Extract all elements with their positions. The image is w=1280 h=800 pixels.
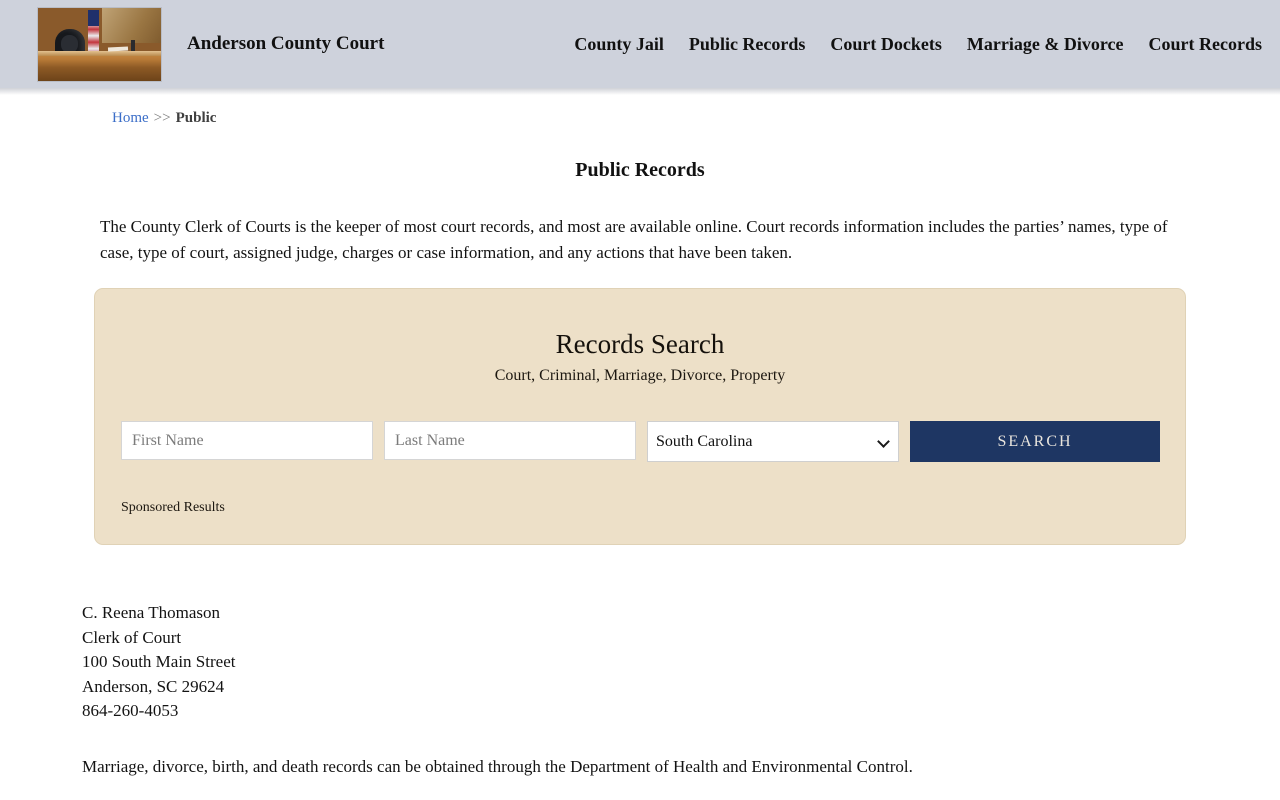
judge-bench-top	[38, 51, 161, 56]
breadcrumb	[112, 110, 1280, 127]
clerk-title: Clerk of Court	[82, 627, 182, 647]
courtroom-photo-logo	[37, 7, 162, 82]
search-panel-heading: Records Search	[555, 329, 725, 359]
us-flag-icon	[88, 10, 99, 55]
bench-microphone	[131, 40, 135, 50]
intro-paragraph: The County Clerk of Courts is the keeper of most court records, and most are available online. Court records information includes the parties’ names, type of case, type of court, assigned judge, charges or case information, and any actions that have been taken.	[100, 217, 1168, 262]
page-title: Public Records	[575, 159, 705, 181]
nav-item-court-records[interactable]: Court Records	[1148, 33, 1262, 54]
nav-item-marriage-divorce[interactable]: Marriage & Divorce	[966, 33, 1124, 54]
last-name-input[interactable]	[384, 421, 636, 460]
site-header	[0, 0, 1280, 88]
records-note: Marriage, divorce, birth, and death records can be obtained through the Department of Health and Environmental Control.	[82, 756, 913, 776]
clerk-name: C. Reena Thomason	[82, 603, 221, 622]
breadcrumb-separator: >>	[153, 110, 171, 126]
first-name-input[interactable]	[121, 421, 373, 460]
records-search-form	[120, 421, 1160, 462]
records-search-panel	[94, 288, 1186, 545]
search-panel-subheading: Court, Criminal, Marriage, Divorce, Property	[494, 367, 786, 384]
breadcrumb-link-home[interactable]: Home	[112, 110, 149, 126]
search-button[interactable]: SEARCH	[910, 421, 1160, 462]
main-navigation	[574, 34, 1262, 55]
judge-bench	[38, 51, 161, 80]
breadcrumb-current: Public	[175, 110, 217, 126]
site-title: Anderson County Court	[187, 33, 385, 54]
clerk-contact-block	[82, 601, 1280, 724]
clerk-city-state-zip: Anderson, SC 29624	[82, 676, 225, 696]
sponsored-results-label: Sponsored Results	[121, 500, 225, 515]
nav-item-court-dockets[interactable]: Court Dockets	[830, 33, 942, 54]
nav-item-county-jail[interactable]: County Jail	[574, 33, 664, 54]
state-select-wrapper	[647, 421, 899, 462]
nav-item-public-records[interactable]: Public Records	[688, 33, 806, 54]
clerk-street: 100 South Main Street	[82, 652, 236, 671]
clerk-phone: 864-260-4053	[82, 701, 179, 720]
courtroom-wall-panel	[102, 8, 161, 43]
state-select[interactable]	[647, 421, 899, 462]
page-content	[0, 110, 1280, 779]
